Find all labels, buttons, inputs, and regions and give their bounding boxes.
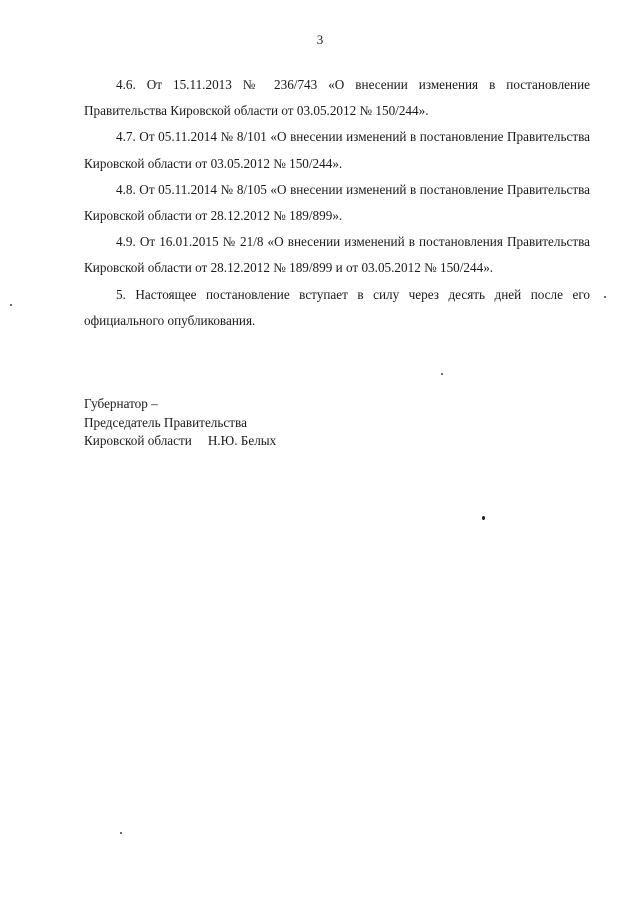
scan-speck — [482, 516, 485, 520]
signature-region-line — [84, 432, 276, 451]
scan-speck — [10, 304, 12, 306]
scan-speck — [120, 832, 122, 834]
signature-name: Н.Ю. Белых — [207, 433, 277, 448]
document-body — [84, 72, 590, 334]
signature-title-governor: Губернатор – — [84, 396, 158, 411]
clause-5: 5. Настоящее постановление вступает в силу через десять дней после его официального опубликования. — [84, 286, 590, 328]
scan-speck — [604, 296, 606, 298]
clause-4-7: 4.7. От 05.11.2014 № 8/101 «О внесении изменений в постановление Правительства Кировской области от 03.05.2012 № 150/244». — [84, 129, 590, 171]
signature-region: Кировской области — [84, 433, 192, 448]
page-number: 3 — [316, 32, 324, 47]
signature-block — [84, 395, 276, 451]
signature-title-chairman: Председатель Правительства — [84, 414, 247, 430]
scan-speck — [441, 373, 443, 375]
clause-4-9: 4.9. От 16.01.2015 № 21/8 «О внесении изменений в постановления Правительства Кировской области от 28.12.2012 № 189/899 и от 03.05.2012 № 150/244». — [84, 234, 590, 276]
clause-4-6: 4.6. От 15.11.2013 № 236/743 «О внесении изменения в постановление Правительства Кировской области от 03.05.2012 № 150/244». — [84, 77, 590, 119]
clause-4-8: 4.8. От 05.11.2014 № 8/105 «О внесении изменений в постановление Правительства Кировской области от 28.12.2012 № 189/899». — [84, 181, 590, 224]
